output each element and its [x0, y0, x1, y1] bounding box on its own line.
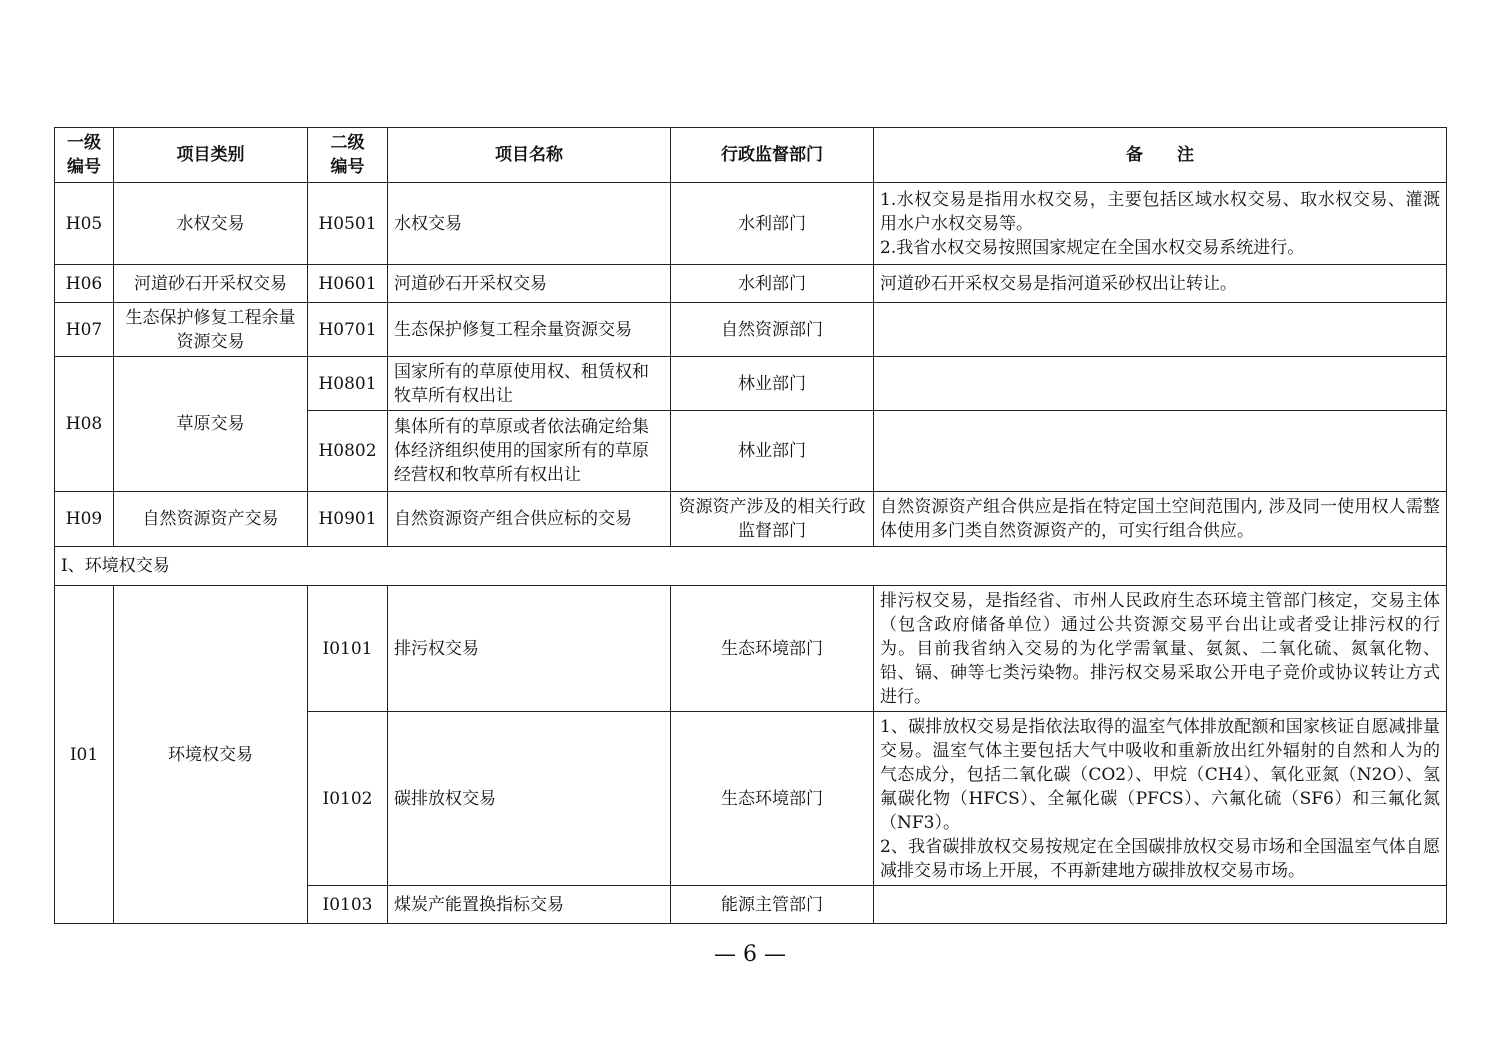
note-line: 1.水权交易是指用水权交易，主要包括区域水权交易、取水权交易、灌溉用水户水权交易等。	[880, 189, 1440, 234]
header-category: 项目类别	[114, 128, 308, 183]
header-name: 项目名称	[388, 128, 671, 183]
name-cell: 自然资源资产组合供应标的交易	[388, 492, 671, 547]
code1-cell: H08	[55, 357, 114, 492]
note-line: 2、我省碳排放权交易按规定在全国碳排放权交易市场和全国温室气体自愿减排交易市场上开展，不再新建地方碳排放权交易市场。	[880, 836, 1440, 881]
dept-cell: 水利部门	[671, 265, 874, 303]
code2-cell: I0103	[308, 886, 388, 924]
note-line: 1、碳排放权交易是指依法取得的温室气体排放配额和国家核证自愿减排量交易。温室气体主要包括大气中吸收和重新放出红外辐射的自然和人为的气态成分，包括二氧化碳（CO2）、甲烷（CH4）、氧化亚氮（N2O）、氢氟碳化物（HFCS）、全氟化碳（PFCS）、六氟化硫（SF6）和三氟化氮（NF3）。	[880, 716, 1440, 833]
dept-cell: 林业部门	[671, 357, 874, 411]
note-cell	[874, 886, 1447, 924]
category-cell: 草原交易	[114, 357, 308, 492]
dept-cell: 林业部门	[671, 411, 874, 492]
code2-cell: I0101	[308, 586, 388, 712]
table-row	[55, 183, 1447, 265]
section-title: I、环境权交易	[55, 547, 1447, 586]
table-row	[55, 265, 1447, 303]
note-cell	[874, 303, 1447, 357]
name-cell: 集体所有的草原或者依法确定给集体经济组织使用的国家所有的草原经营权和牧草所有权出让	[388, 411, 671, 492]
name-cell: 国家所有的草原使用权、租赁权和牧草所有权出让	[388, 357, 671, 411]
code1-cell: I01	[55, 586, 114, 924]
page-number: — 6 —	[714, 942, 786, 967]
project-table	[54, 127, 1447, 924]
name-cell: 排污权交易	[388, 586, 671, 712]
name-cell: 碳排放权交易	[388, 712, 671, 886]
category-cell: 河道砂石开采权交易	[114, 265, 308, 303]
note-cell: 河道砂石开采权交易是指河道采砂权出让转让。	[874, 265, 1447, 303]
code2-cell: H0501	[308, 183, 388, 265]
header-note: 备 注	[874, 128, 1447, 183]
code1-cell: H05	[55, 183, 114, 265]
code1-cell: H06	[55, 265, 114, 303]
table-row	[55, 586, 1447, 712]
header-code1-line1: 一级	[67, 133, 101, 153]
code2-cell: H0801	[308, 357, 388, 411]
dept-cell: 能源主管部门	[671, 886, 874, 924]
dept-cell: 资源资产涉及的相关行政监督部门	[671, 492, 874, 547]
note-line: 2.我省水权交易按照国家规定在全国水权交易系统进行。	[880, 237, 1305, 258]
table-header-row	[55, 128, 1447, 183]
name-cell: 水权交易	[388, 183, 671, 265]
table-row	[55, 492, 1447, 547]
header-code2-line1: 二级	[330, 133, 365, 153]
header-code2-line2: 编号	[330, 157, 365, 177]
header-code2	[308, 128, 388, 183]
dept-cell: 生态环境部门	[671, 586, 874, 712]
note-cell	[874, 411, 1447, 492]
code1-cell: H09	[55, 492, 114, 547]
section-row	[55, 547, 1447, 586]
category-cell: 生态保护修复工程余量资源交易	[114, 303, 308, 357]
header-dept: 行政监督部门	[671, 128, 874, 183]
name-cell: 河道砂石开采权交易	[388, 265, 671, 303]
category-cell: 自然资源资产交易	[114, 492, 308, 547]
category-cell: 水权交易	[114, 183, 308, 265]
note-cell	[874, 357, 1447, 411]
name-cell: 生态保护修复工程余量资源交易	[388, 303, 671, 357]
category-cell: 环境权交易	[114, 586, 308, 924]
note-cell: 自然资源资产组合供应是指在特定国土空间范围内, 涉及同一使用权人需整体使用多门类自然资源资产的，可实行组合供应。	[874, 492, 1447, 547]
note-cell	[874, 183, 1447, 265]
code2-cell: H0901	[308, 492, 388, 547]
note-cell	[874, 712, 1447, 886]
code2-cell: H0802	[308, 411, 388, 492]
code1-cell: H07	[55, 303, 114, 357]
dept-cell: 自然资源部门	[671, 303, 874, 357]
name-cell: 煤炭产能置换指标交易	[388, 886, 671, 924]
table-row	[55, 357, 1447, 411]
dept-cell: 生态环境部门	[671, 712, 874, 886]
header-code1-line2: 编号	[67, 157, 101, 177]
note-cell: 排污权交易，是指经省、市州人民政府生态环境主管部门核定，交易主体（包含政府储备单位）通过公共资源交易平台出让或者受让排污权的行为。目前我省纳入交易的为化学需氧量、氨氮、二氧化硫、氮氧化物、铅、镉、砷等七类污染物。排污权交易采取公开电子竞价或协议转让方式进行。	[874, 586, 1447, 712]
code2-cell: H0601	[308, 265, 388, 303]
code2-cell: H0701	[308, 303, 388, 357]
dept-cell: 水利部门	[671, 183, 874, 265]
table-row	[55, 303, 1447, 357]
header-code1	[55, 128, 114, 183]
code2-cell: I0102	[308, 712, 388, 886]
